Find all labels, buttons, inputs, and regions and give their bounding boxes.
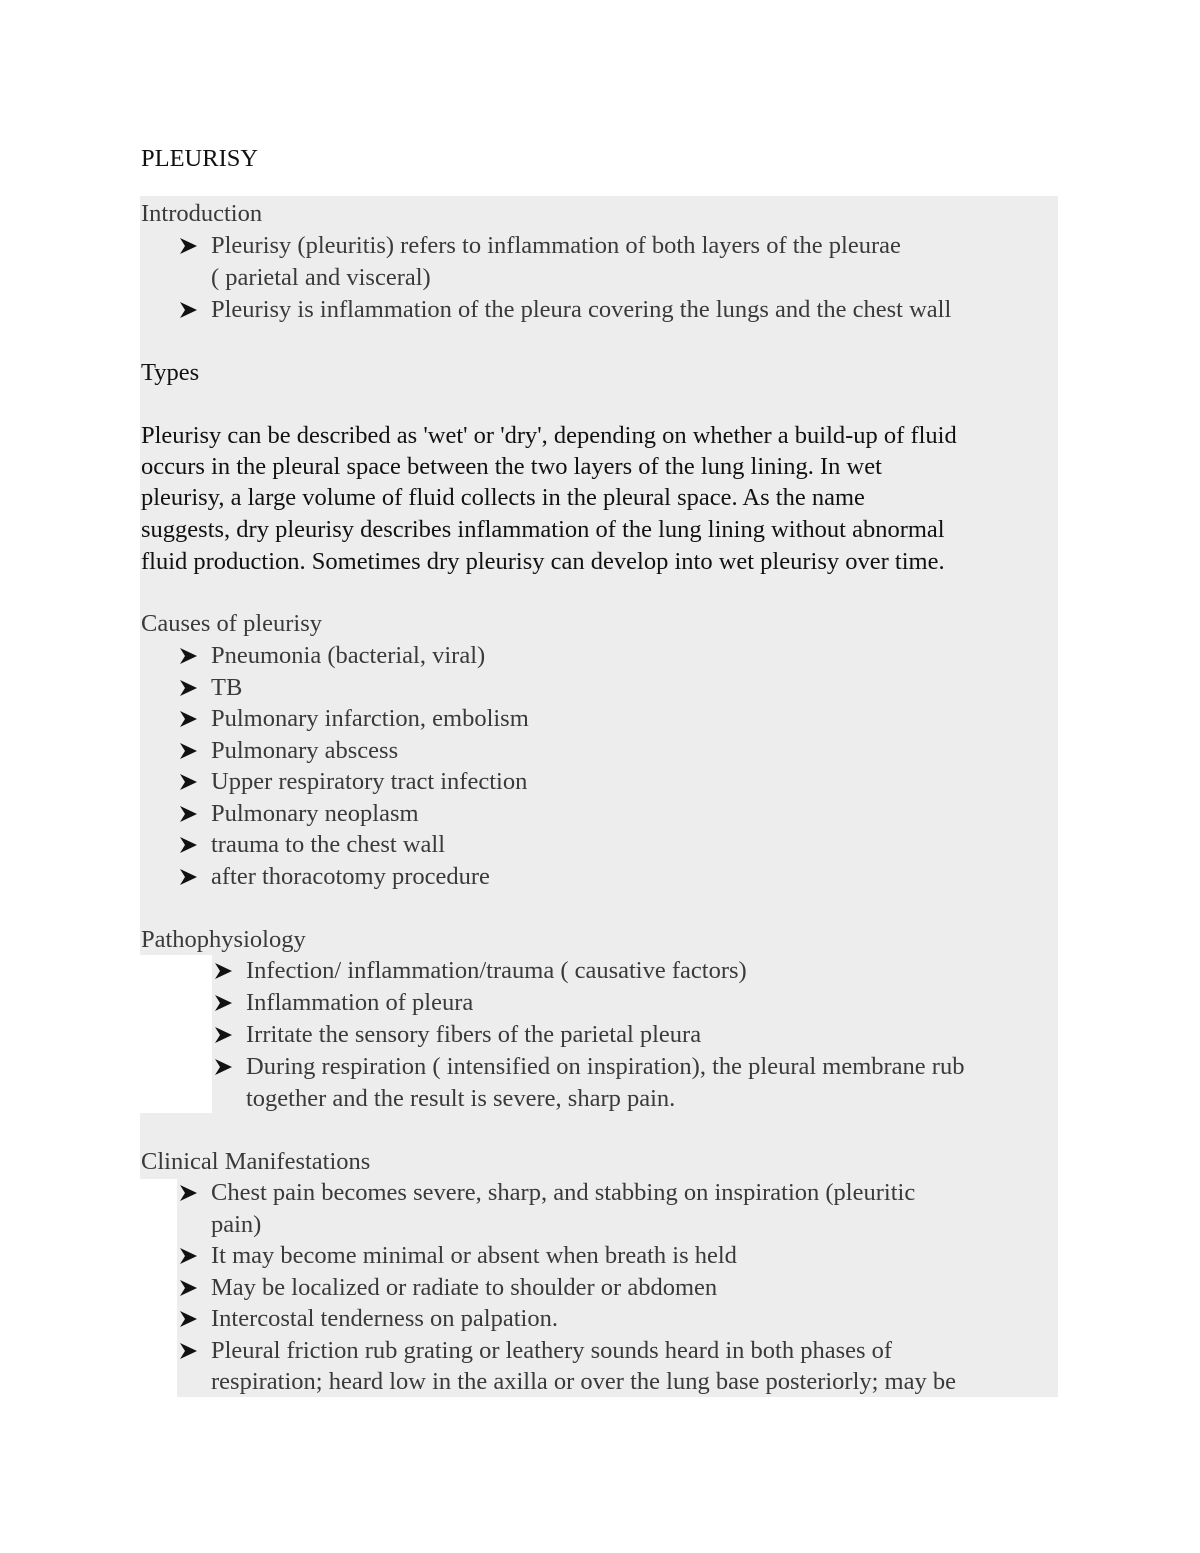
cause-item-text: Upper respiratory tract infection bbox=[211, 768, 528, 795]
pathophysiology-item-text: Infection/ inflammation/trauma ( causative factors) bbox=[246, 957, 747, 984]
bullet-arrow-icon bbox=[179, 300, 199, 320]
bullet-arrow-icon bbox=[179, 741, 199, 761]
bullet-arrow-icon bbox=[179, 1183, 199, 1203]
pathophysiology-item-text: During respiration ( intensified on inspiration), the pleural membrane rub bbox=[246, 1053, 965, 1080]
clinical-item-text: Chest pain becomes severe, sharp, and stabbing on inspiration (pleuritic bbox=[211, 1179, 916, 1206]
clinical-item-text: Intercostal tenderness on palpation. bbox=[211, 1305, 558, 1332]
cause-item-text: after thoracotomy procedure bbox=[211, 862, 490, 890]
section-heading-introduction: Introduction bbox=[141, 200, 263, 227]
types-paragraph-line: suggests, dry pleurisy describes inflammation of the lung lining without abnormal bbox=[141, 516, 945, 543]
clinical-item-text: It may become minimal or absent when breath is held bbox=[211, 1242, 737, 1269]
bullet-arrow-icon bbox=[179, 236, 199, 256]
cause-item-text: Pulmonary infarction, embolism bbox=[211, 705, 529, 732]
pathophysiology-item-text: Irritate the sensory fibers of the parietal pleura bbox=[246, 1021, 702, 1048]
bullet-arrow-icon bbox=[179, 678, 199, 698]
introduction-item-text: Pleurisy (pleuritis) refers to inflammation of both layers of the pleurae bbox=[211, 232, 901, 259]
types-paragraph-line: fluid production. Sometimes dry pleurisy can develop into wet pleurisy over time. bbox=[141, 548, 945, 575]
section-heading-types: Types bbox=[141, 359, 200, 386]
bullet-arrow-icon bbox=[179, 1309, 199, 1329]
bullet-arrow-icon bbox=[179, 867, 199, 887]
bullet-arrow-icon bbox=[179, 1246, 199, 1266]
bullet-arrow-icon bbox=[179, 1278, 199, 1298]
types-paragraph-line: occurs in the pleural space between the two layers of the lung lining. In wet bbox=[141, 453, 882, 480]
bullet-arrow-icon bbox=[179, 772, 199, 792]
cause-item-text: Pulmonary abscess bbox=[211, 736, 399, 764]
types-paragraph-line: Pleurisy can be described as 'wet' or 'dry', depending on whether a build-up of fluid bbox=[141, 422, 957, 449]
cause-item-text: Pneumonia (bacterial, viral) bbox=[211, 642, 486, 669]
clinical-item-text: Pleural friction rub grating or leathery sounds heard in both phases of bbox=[211, 1336, 893, 1364]
bullet-arrow-icon bbox=[214, 1025, 234, 1045]
clinical-item-text: respiration; heard low in the axilla or over the lung base posteriorly; may be bbox=[211, 1368, 956, 1395]
cause-item-text: Pulmonary neoplasm bbox=[211, 799, 419, 827]
bullet-arrow-icon bbox=[214, 1057, 234, 1077]
bullet-arrow-icon bbox=[179, 709, 199, 729]
bullet-arrow-icon bbox=[214, 993, 234, 1013]
introduction-item-text: Pleurisy is inflammation of the pleura covering the lungs and the chest wall bbox=[211, 296, 952, 323]
cause-item-text: trauma to the chest wall bbox=[211, 831, 446, 858]
bullet-arrow-icon bbox=[214, 961, 234, 981]
page-title: PLEURISY bbox=[141, 145, 259, 172]
bullet-arrow-icon bbox=[179, 1341, 199, 1361]
bullet-arrow-icon bbox=[179, 835, 199, 855]
bullet-arrow-icon bbox=[179, 646, 199, 666]
clinical-item-text: pain) bbox=[211, 1210, 262, 1238]
clinical-item-text: May be localized or radiate to shoulder or abdomen bbox=[211, 1273, 718, 1301]
pathophysiology-item-text: Inflammation of pleura bbox=[246, 989, 474, 1016]
cause-item-text: TB bbox=[211, 673, 243, 701]
types-paragraph-line: pleurisy, a large volume of fluid collects in the pleural space. As the name bbox=[141, 484, 865, 511]
section-heading-clinical: Clinical Manifestations bbox=[141, 1148, 371, 1175]
section-heading-pathophysiology: Pathophysiology bbox=[141, 926, 306, 953]
bullet-arrow-icon bbox=[179, 804, 199, 824]
section-heading-causes: Causes of pleurisy bbox=[141, 610, 322, 637]
pathophysiology-item-text: together and the result is severe, sharp pain. bbox=[246, 1085, 676, 1112]
introduction-item-text: ( parietal and visceral) bbox=[211, 264, 431, 291]
